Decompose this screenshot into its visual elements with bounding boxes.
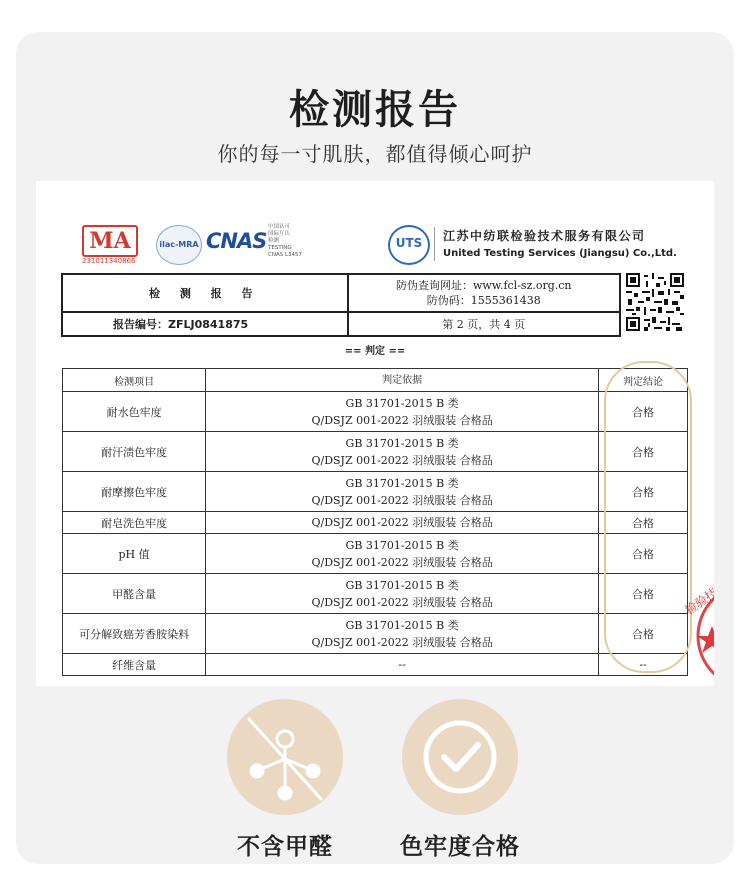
table-row <box>63 432 688 472</box>
test-basis <box>206 432 599 472</box>
uts-logo: UTS <box>388 225 430 265</box>
red-seal-stamp-icon <box>682 576 721 686</box>
test-basis <box>206 534 599 574</box>
logo-divider <box>434 227 435 261</box>
basis-line: GB 31701-2015 B 类 <box>345 476 459 490</box>
page-title: 检测报告 <box>289 87 461 133</box>
basis-line: Q/DSJZ 001-2022 羽绒服装 合格品 <box>311 413 493 427</box>
anti-fake-info <box>348 274 620 312</box>
check-circle-icon <box>402 699 518 815</box>
cnas-side-line: TESTING <box>268 245 292 251</box>
judgement-heading: == 判定 == <box>344 346 406 357</box>
test-item: 耐汗渍色牢度 <box>63 432 206 472</box>
basis-line: GB 31701-2015 B 类 <box>345 538 459 552</box>
basis-line: GB 31701-2015 B 类 <box>345 578 459 592</box>
test-item: 甲醛含量 <box>63 574 206 614</box>
test-item: 纤维含量 <box>63 654 206 676</box>
column-header: 判定结论 <box>599 369 688 392</box>
test-item: 耐摩擦色牢度 <box>63 472 206 512</box>
cnas-logo: CNAS <box>206 229 267 253</box>
formaldehyde-free-badge <box>227 699 343 815</box>
test-result: -- <box>599 654 688 676</box>
test-result: 合格 <box>599 512 688 534</box>
table-row <box>63 614 688 654</box>
test-result: 合格 <box>599 472 688 512</box>
table-row <box>63 654 688 676</box>
color-fastness-badge <box>402 699 518 815</box>
color-fastness-label: 色牢度合格 <box>400 834 520 860</box>
test-result: 合格 <box>599 392 688 432</box>
test-item: 耐水色牢度 <box>63 392 206 432</box>
page-info: 第 2 页，共 4 页 <box>348 312 620 336</box>
test-item: 耐皂洗色牢度 <box>63 512 206 534</box>
test-basis <box>206 392 599 432</box>
cnas-side-line: 国际互认 <box>268 231 291 237</box>
cma-number: 231011340866 <box>82 257 136 265</box>
qr-code-icon <box>626 273 684 331</box>
test-basis <box>206 574 599 614</box>
basis-line: GB 31701-2015 B 类 <box>345 396 459 410</box>
test-result: 合格 <box>599 614 688 654</box>
basis-line: Q/DSJZ 001-2022 羽绒服装 合格品 <box>311 453 493 467</box>
test-basis <box>206 654 599 676</box>
test-basis <box>206 512 599 534</box>
table-row <box>63 472 688 512</box>
basis-line: -- <box>398 658 406 671</box>
table-row <box>63 512 688 534</box>
table-header-row <box>63 369 688 392</box>
page-subtitle: 你的每一寸肌肤，都值得倾心呵护 <box>217 142 533 166</box>
anti-fake-code: 防伪码：1555361438 <box>426 294 541 307</box>
basis-line: GB 31701-2015 B 类 <box>345 618 459 632</box>
query-url: 防伪查询网址：www.fcl-sz.org.cn <box>396 279 572 292</box>
cnas-side-line: 检测 <box>268 238 280 244</box>
basis-line: Q/DSJZ 001-2022 羽绒服装 合格品 <box>311 635 493 649</box>
test-basis <box>206 614 599 654</box>
test-report-image <box>36 181 721 686</box>
company-name-cn: 江苏中纺联检验技术服务有限公司 <box>443 229 646 243</box>
formaldehyde-free-label: 不含甲醛 <box>237 834 333 860</box>
basis-line: Q/DSJZ 001-2022 羽绒服装 合格品 <box>311 595 493 609</box>
basis-line: Q/DSJZ 001-2022 羽绒服装 合格品 <box>311 516 493 529</box>
test-basis <box>206 472 599 512</box>
ilac-mra-logo: ilac-MRA <box>156 225 202 265</box>
result-column-highlight <box>604 361 692 673</box>
basis-line: Q/DSJZ 001-2022 羽绒服装 合格品 <box>311 493 493 507</box>
cma-logo-mark: MA <box>82 225 138 257</box>
cnas-side-line: 中国认可 <box>268 224 291 230</box>
test-result: 合格 <box>599 534 688 574</box>
company-name-en: United Testing Services (Jiangsu) Co.,Ltd. <box>443 248 677 259</box>
column-header: 判定依据 <box>206 369 599 392</box>
judgement-table <box>62 368 688 676</box>
column-header: 检测项目 <box>63 369 206 392</box>
test-item: pH 值 <box>63 534 206 574</box>
basis-line: GB 31701-2015 B 类 <box>345 436 459 450</box>
test-item: 可分解致癌芳香胺染料 <box>63 614 206 654</box>
cnas-side-text <box>268 224 318 259</box>
report-doc-title: 检 测 报 告 <box>62 274 348 312</box>
table-row <box>63 534 688 574</box>
table-row <box>63 574 688 614</box>
table-row <box>63 392 688 432</box>
report-header-table <box>61 273 621 337</box>
formaldehyde-free-icon <box>227 699 343 815</box>
cnas-side-line: CNAS L3457 <box>268 252 303 258</box>
svg-text:检验技: 检验技 <box>682 585 721 618</box>
basis-line: Q/DSJZ 001-2022 羽绒服装 合格品 <box>311 555 493 569</box>
test-result: 合格 <box>599 574 688 614</box>
report-number: 报告编号：ZFLJ0841875 <box>62 312 348 336</box>
test-result: 合格 <box>599 432 688 472</box>
cma-logo <box>82 225 142 265</box>
